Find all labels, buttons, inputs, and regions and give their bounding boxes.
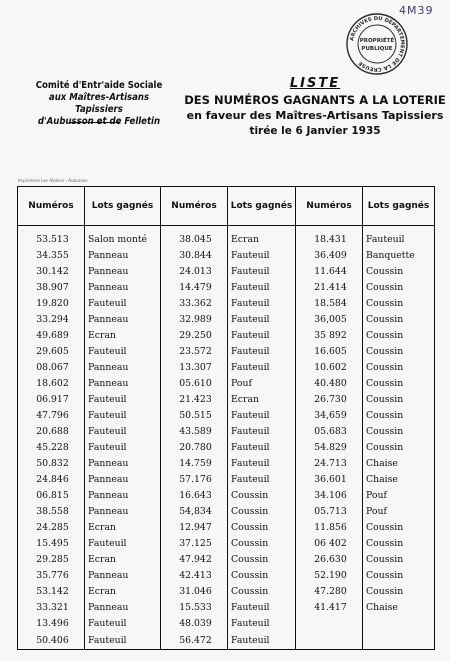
table-row (18, 520, 435, 536)
ticket-number-cell: 40.480 (296, 376, 363, 392)
prize-cell: Fauteuil (228, 472, 296, 488)
prize-cell: Ecran (85, 552, 161, 568)
ticket-number-cell: 33.294 (18, 312, 85, 328)
archive-stamp (345, 12, 409, 76)
prize-cell: Panneau (85, 568, 161, 584)
ticket-number-cell: 20.688 (18, 424, 85, 440)
ticket-number-cell: 14.759 (161, 456, 228, 472)
prize-cell: Coussin (363, 584, 435, 600)
prize-cell: Panneau (85, 488, 161, 504)
prize-cell: Coussin (363, 536, 435, 552)
ticket-number-cell (296, 632, 363, 650)
ticket-number-cell: 21.423 (161, 392, 228, 408)
table-row (18, 280, 435, 296)
organization-rule (70, 122, 120, 123)
prize-cell: Banquette (363, 248, 435, 264)
prize-cell: Panneau (85, 600, 161, 616)
ticket-number-cell: 24.013 (161, 264, 228, 280)
ticket-number-cell: 47.280 (296, 584, 363, 600)
ticket-number-cell: 20.780 (161, 440, 228, 456)
prize-cell: Chaise (363, 456, 435, 472)
ticket-number-cell: 32.989 (161, 312, 228, 328)
document-title: LISTE (289, 76, 341, 91)
ticket-number-cell: 24.285 (18, 520, 85, 536)
prize-cell: Panneau (85, 472, 161, 488)
ticket-number-cell: 21.414 (296, 280, 363, 296)
prize-cell: Coussin (228, 488, 296, 504)
ticket-number-cell: 13.307 (161, 360, 228, 376)
ticket-number-cell: 29.285 (18, 552, 85, 568)
ticket-number-cell: 13.496 (18, 616, 85, 632)
ticket-number-cell: 38.907 (18, 280, 85, 296)
prize-cell: Panneau (85, 504, 161, 520)
stamp-center-line1: PROPRIÉTÉ (359, 38, 395, 44)
table-row (18, 616, 435, 632)
organization-block (24, 80, 174, 128)
ticket-number-cell: 57.176 (161, 472, 228, 488)
ticket-number-cell: 38.045 (161, 226, 228, 249)
prize-cell: Coussin (363, 552, 435, 568)
ticket-number-cell: 47.796 (18, 408, 85, 424)
prize-cell: Fauteuil (85, 344, 161, 360)
prize-cell: Pouf (363, 504, 435, 520)
prize-cell: Coussin (228, 568, 296, 584)
prize-cell: Panneau (85, 456, 161, 472)
table-row (18, 552, 435, 568)
ticket-number-cell: 30.844 (161, 248, 228, 264)
prize-cell: Coussin (228, 536, 296, 552)
ticket-number-cell: 49.689 (18, 328, 85, 344)
ticket-number-cell: 06 402 (296, 536, 363, 552)
prize-cell: Fauteuil (85, 536, 161, 552)
printer-imprint: Imprimerie Les Ateliers - Aubusson (18, 178, 88, 183)
ticket-number-cell: 37.125 (161, 536, 228, 552)
prize-cell: Coussin (363, 568, 435, 584)
ticket-number-cell: 36,005 (296, 312, 363, 328)
ticket-number-cell: 35 892 (296, 328, 363, 344)
table-header-row (18, 187, 435, 226)
prize-cell: Coussin (363, 328, 435, 344)
prize-cell: Coussin (228, 552, 296, 568)
prize-cell: Fauteuil (228, 328, 296, 344)
prize-cell: Salon monté (85, 226, 161, 249)
table-row (18, 408, 435, 424)
ticket-number-cell: 52.190 (296, 568, 363, 584)
prize-cell: Panneau (85, 312, 161, 328)
prize-cell: Fauteuil (85, 632, 161, 650)
prize-cell: Fauteuil (228, 264, 296, 280)
organization-line2: aux Maîtres-Artisans Tapissiers (48, 92, 150, 115)
ticket-number-cell: 06.917 (18, 392, 85, 408)
ticket-number-cell: 16.605 (296, 344, 363, 360)
table-row (18, 328, 435, 344)
prize-cell: Fauteuil (85, 408, 161, 424)
prize-cell: Pouf (228, 376, 296, 392)
table-row (18, 456, 435, 472)
ticket-number-cell: 34.106 (296, 488, 363, 504)
prize-cell: Ecran (228, 392, 296, 408)
prize-cell: Fauteuil (228, 344, 296, 360)
column-header-numeros-3: Numéros (296, 187, 363, 226)
prize-cell: Coussin (228, 520, 296, 536)
prize-cell: Coussin (363, 520, 435, 536)
prize-cell: Fauteuil (85, 392, 161, 408)
ticket-number-cell: 35.776 (18, 568, 85, 584)
table-row (18, 568, 435, 584)
table-row (18, 264, 435, 280)
ticket-number-cell: 48.039 (161, 616, 228, 632)
column-header-numeros-2: Numéros (161, 187, 228, 226)
ticket-number-cell: 54,834 (161, 504, 228, 520)
table-row (18, 440, 435, 456)
prize-cell: Coussin (363, 296, 435, 312)
prize-cell: Coussin (363, 424, 435, 440)
table-row (18, 488, 435, 504)
prize-cell: Fauteuil (85, 424, 161, 440)
ticket-number-cell: 50.832 (18, 456, 85, 472)
ticket-number-cell: 29.250 (161, 328, 228, 344)
ticket-number-cell: 15.495 (18, 536, 85, 552)
archive-reference: 4M39 (399, 4, 434, 17)
ticket-number-cell: 31.046 (161, 584, 228, 600)
ticket-number-cell: 41.417 (296, 600, 363, 616)
column-header-lots-3: Lots gagnés (363, 187, 435, 226)
ticket-number-cell (296, 616, 363, 632)
prize-cell: Fauteuil (85, 616, 161, 632)
ticket-number-cell: 26.630 (296, 552, 363, 568)
ticket-number-cell: 29.605 (18, 344, 85, 360)
prize-cell: Fauteuil (228, 408, 296, 424)
prize-cell: Coussin (363, 344, 435, 360)
ticket-number-cell: 06.815 (18, 488, 85, 504)
prize-cell: Coussin (363, 312, 435, 328)
prize-cell: Pouf (363, 488, 435, 504)
ticket-number-cell: 23.572 (161, 344, 228, 360)
prize-cell: Ecran (85, 520, 161, 536)
prize-cell: Fauteuil (363, 226, 435, 249)
prize-cell: Coussin (363, 440, 435, 456)
ticket-number-cell: 24.846 (18, 472, 85, 488)
prize-cell: Fauteuil (228, 616, 296, 632)
prize-cell: Ecran (85, 328, 161, 344)
prize-cell (363, 632, 435, 650)
prize-cell: Ecran (228, 226, 296, 249)
table-row (18, 424, 435, 440)
ticket-number-cell: 08.067 (18, 360, 85, 376)
ticket-number-cell: 15.533 (161, 600, 228, 616)
table-row (18, 600, 435, 616)
column-header-numeros-1: Numéros (18, 187, 85, 226)
ticket-number-cell: 45.228 (18, 440, 85, 456)
ticket-number-cell: 36.409 (296, 248, 363, 264)
table-body (18, 226, 435, 650)
prize-cell: Fauteuil (228, 360, 296, 376)
table-row (18, 226, 435, 249)
table-row (18, 376, 435, 392)
organization-line3: d'Aubusson et de Felletin (37, 116, 161, 127)
ticket-number-cell: 11.856 (296, 520, 363, 536)
ticket-number-cell: 33.321 (18, 600, 85, 616)
organization-line1: Comité d'Entr'aide Sociale (35, 80, 163, 91)
prize-cell: Panneau (85, 248, 161, 264)
document-subtitle: DES NUMÉROS GAGNANTS A LA LOTERIE (184, 93, 446, 107)
prize-cell: Fauteuil (228, 280, 296, 296)
table-row (18, 472, 435, 488)
ticket-number-cell: 54.829 (296, 440, 363, 456)
table-row (18, 536, 435, 552)
winning-numbers-table (17, 186, 435, 650)
prize-cell: Ecran (85, 584, 161, 600)
prize-cell: Panneau (85, 360, 161, 376)
ticket-number-cell: 34,659 (296, 408, 363, 424)
table-row (18, 360, 435, 376)
ticket-number-cell: 16.643 (161, 488, 228, 504)
prize-cell: Chaise (363, 600, 435, 616)
ticket-number-cell: 43.589 (161, 424, 228, 440)
ticket-number-cell: 38.558 (18, 504, 85, 520)
prize-cell: Fauteuil (228, 632, 296, 650)
ticket-number-cell: 10.602 (296, 360, 363, 376)
prize-cell: Coussin (228, 504, 296, 520)
prize-cell: Panneau (85, 264, 161, 280)
prize-cell: Coussin (363, 280, 435, 296)
table-row (18, 584, 435, 600)
ticket-number-cell: 50.406 (18, 632, 85, 650)
ticket-number-cell: 30.142 (18, 264, 85, 280)
stamp-center-line2: PUBLIQUE (361, 46, 393, 52)
prize-cell: Coussin (363, 360, 435, 376)
stamp-ring-text: ARCHIVES DU DÉPARTEMENT DE LA CREUSE (349, 15, 406, 73)
prize-cell: Fauteuil (228, 424, 296, 440)
ticket-number-cell: 47.942 (161, 552, 228, 568)
prize-cell: Chaise (363, 472, 435, 488)
ticket-number-cell: 05.610 (161, 376, 228, 392)
prize-cell: Panneau (85, 376, 161, 392)
ticket-number-cell: 05.713 (296, 504, 363, 520)
prize-cell: Coussin (228, 584, 296, 600)
prize-cell: Fauteuil (228, 440, 296, 456)
ticket-number-cell: 53.513 (18, 226, 85, 249)
table-row (18, 296, 435, 312)
ticket-number-cell: 26.730 (296, 392, 363, 408)
prize-cell: Coussin (363, 408, 435, 424)
prize-cell: Fauteuil (85, 440, 161, 456)
ticket-number-cell: 18.602 (18, 376, 85, 392)
prize-cell: Fauteuil (228, 248, 296, 264)
ticket-number-cell: 36.601 (296, 472, 363, 488)
document-beneficiaries: en faveur des Maîtres-Artisans Tapissiers (186, 109, 444, 122)
document-draw-date: tirée le 6 Janvier 1935 (249, 125, 381, 137)
column-header-lots-1: Lots gagnés (85, 187, 161, 226)
prize-cell: Fauteuil (85, 296, 161, 312)
ticket-number-cell: 18.431 (296, 226, 363, 249)
table-row (18, 392, 435, 408)
prize-cell: Coussin (363, 392, 435, 408)
ticket-number-cell: 14.479 (161, 280, 228, 296)
prize-cell: Fauteuil (228, 296, 296, 312)
ticket-number-cell: 56.472 (161, 632, 228, 650)
prize-cell (363, 616, 435, 632)
table-row (18, 312, 435, 328)
document-header (170, 76, 450, 137)
ticket-number-cell: 05.683 (296, 424, 363, 440)
prize-cell: Fauteuil (228, 312, 296, 328)
ticket-number-cell: 12.947 (161, 520, 228, 536)
prize-cell: Fauteuil (228, 456, 296, 472)
prize-cell: Fauteuil (228, 600, 296, 616)
column-header-lots-2: Lots gagnés (228, 187, 296, 226)
ticket-number-cell: 19.820 (18, 296, 85, 312)
ticket-number-cell: 33.362 (161, 296, 228, 312)
ticket-number-cell: 11.644 (296, 264, 363, 280)
prize-cell: Coussin (363, 264, 435, 280)
ticket-number-cell: 18.584 (296, 296, 363, 312)
ticket-number-cell: 53.142 (18, 584, 85, 600)
table-row (18, 632, 435, 650)
ticket-number-cell: 34.355 (18, 248, 85, 264)
prize-cell: Panneau (85, 280, 161, 296)
table-row (18, 248, 435, 264)
table-row (18, 344, 435, 360)
ticket-number-cell: 42.413 (161, 568, 228, 584)
table-row (18, 504, 435, 520)
ticket-number-cell: 50.515 (161, 408, 228, 424)
prize-cell: Coussin (363, 376, 435, 392)
ticket-number-cell: 24.713 (296, 456, 363, 472)
